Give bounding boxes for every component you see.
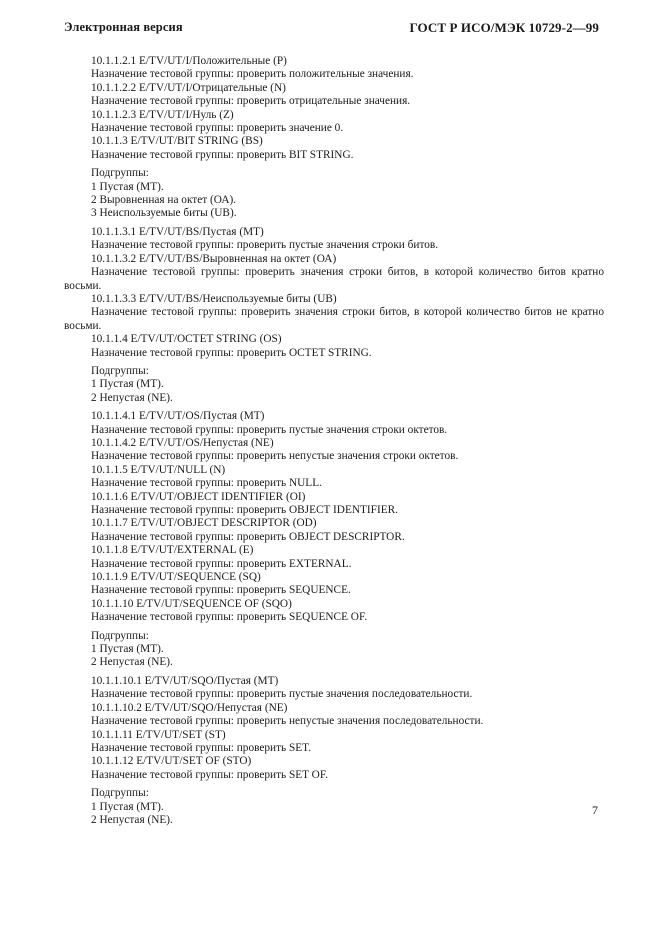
text-line: 1 Пустая (МТ). — [91, 378, 164, 391]
header-standard-code: ГОСТ Р ИСО/МЭК 10729-2—99 — [409, 20, 599, 35]
text-line: Назначение тестовой группы: проверить SET OF. — [91, 768, 329, 781]
text-line: 10.1.1.3 E/TV/UT/BIT STRING (BS) — [91, 135, 263, 148]
text-line: 10.1.1.4 E/TV/UT/OCTET STRING (OS) — [91, 333, 282, 346]
text-line: Подгруппы: — [91, 167, 149, 180]
text-line: 10.1.1.5 E/TV/UT/NULL (N) — [91, 463, 226, 476]
text-line: Назначение тестовой группы: проверить отрицательные значения. — [91, 95, 411, 108]
text-line: Назначение тестовой группы: проверить EXTERNAL. — [91, 557, 352, 570]
text-line: 2 Непустая (NE). — [91, 656, 173, 669]
text-line: 10.1.1.12 E/TV/UT/SET OF (STO) — [91, 755, 252, 768]
text-line: Назначение тестовой группы: проверить значения строки битов, в которой количество битов кратно восьми. — [64, 266, 604, 292]
text-line: 10.1.1.10.1 E/TV/UT/SQO/Пустая (МТ) — [91, 674, 279, 687]
text-line: Назначение тестовой группы: проверить SEQUENCE OF. — [91, 611, 368, 624]
text-line: Назначение тестовой группы: проверить OBJECT DESCRIPTOR. — [91, 530, 405, 543]
text-line: Назначение тестовой группы: проверить значение 0. — [91, 122, 344, 135]
text-line: 10.1.1.3.3 E/TV/UT/BS/Неиспользуемые биты (UB) — [91, 292, 337, 305]
text-line: Назначение тестовой группы: проверить положительные значения. — [91, 68, 414, 81]
text-line: 10.1.1.3.1 E/TV/UT/BS/Пустая (МТ) — [91, 225, 264, 238]
text-line: Назначение тестовой группы: проверить NULL. — [91, 477, 322, 490]
text-line: 10.1.1.9 E/TV/UT/SEQUENCE (SQ) — [91, 571, 261, 584]
text-line: Подгруппы: — [91, 364, 149, 377]
text-line: 10.1.1.11 E/TV/UT/SET (ST) — [91, 728, 226, 741]
text-line: Подгруппы: — [91, 787, 149, 800]
text-line: 1 Пустая (МТ). — [91, 643, 164, 656]
text-line: 2 Непустая (NE). — [91, 813, 173, 826]
header-edition-label: Электронная версия — [64, 20, 183, 34]
document-body — [64, 55, 604, 827]
text-line: Назначение тестовой группы: проверить непустые значения строки октетов. — [91, 450, 459, 463]
text-line: Назначение тестовой группы: проверить пустые значения строки октетов. — [91, 423, 448, 436]
text-line: 10.1.1.8 E/TV/UT/EXTERNAL (E) — [91, 544, 254, 557]
text-line: 1 Пустая (МТ). — [91, 800, 164, 813]
text-line: Назначение тестовой группы: проверить SET. — [91, 741, 312, 754]
text-line: Назначение тестовой группы: проверить SEQUENCE. — [91, 584, 351, 597]
text-line: Назначение тестовой группы: проверить непустые значения последовательности. — [91, 715, 484, 728]
text-line: 10.1.1.3.2 E/TV/UT/BS/Выровненная на октет (ОА) — [91, 252, 337, 265]
text-line: Подгруппы: — [91, 629, 149, 642]
text-line: Назначение тестовой группы: проверить пустые значения строки битов. — [91, 239, 439, 252]
text-line: 10.1.1.2.1 E/TV/UT/I/Положительные (P) — [91, 55, 287, 67]
page-number: 7 — [592, 803, 598, 817]
text-line: 10.1.1.2.3 E/TV/UT/I/Нуль (Z) — [91, 108, 234, 121]
text-line: 10.1.1.4.1 E/TV/UT/OS/Пустая (МТ) — [91, 410, 265, 423]
text-line: Назначение тестовой группы: проверить OCTET STRING. — [91, 346, 372, 359]
text-line: Назначение тестовой группы: проверить значения строки битов, в которой количество битов не кратно восьми. — [64, 306, 604, 332]
text-line: 3 Неиспользуемые биты (UB). — [91, 207, 237, 220]
text-line: 10.1.1.6 E/TV/UT/OBJECT IDENTIFIER (OI) — [91, 490, 306, 503]
text-line: 10.1.1.4.2 E/TV/UT/OS/Непустая (NE) — [91, 436, 274, 449]
text-line: 10.1.1.2.2 E/TV/UT/I/Отрицательные (N) — [91, 81, 286, 94]
text-line: Назначение тестовой группы: проверить BIT STRING. — [91, 148, 354, 161]
text-line: 2 Непустая (NE). — [91, 391, 173, 404]
text-line: Назначение тестовой группы: проверить OBJECT IDENTIFIER. — [91, 504, 398, 516]
text-line: 10.1.1.10 E/TV/UT/SEQUENCE OF (SQO) — [91, 597, 292, 610]
text-line: 2 Выровненная на октет (ОА). — [91, 194, 237, 207]
text-line: 10.1.1.7 E/TV/UT/OBJECT DESCRIPTOR (OD) — [91, 517, 317, 530]
text-line: 10.1.1.10.2 E/TV/UT/SQO/Непустая (NE) — [91, 701, 288, 714]
text-line: 1 Пустая (МТ). — [91, 180, 164, 193]
text-line: Назначение тестовой группы: проверить пустые значения последовательности. — [91, 688, 473, 701]
